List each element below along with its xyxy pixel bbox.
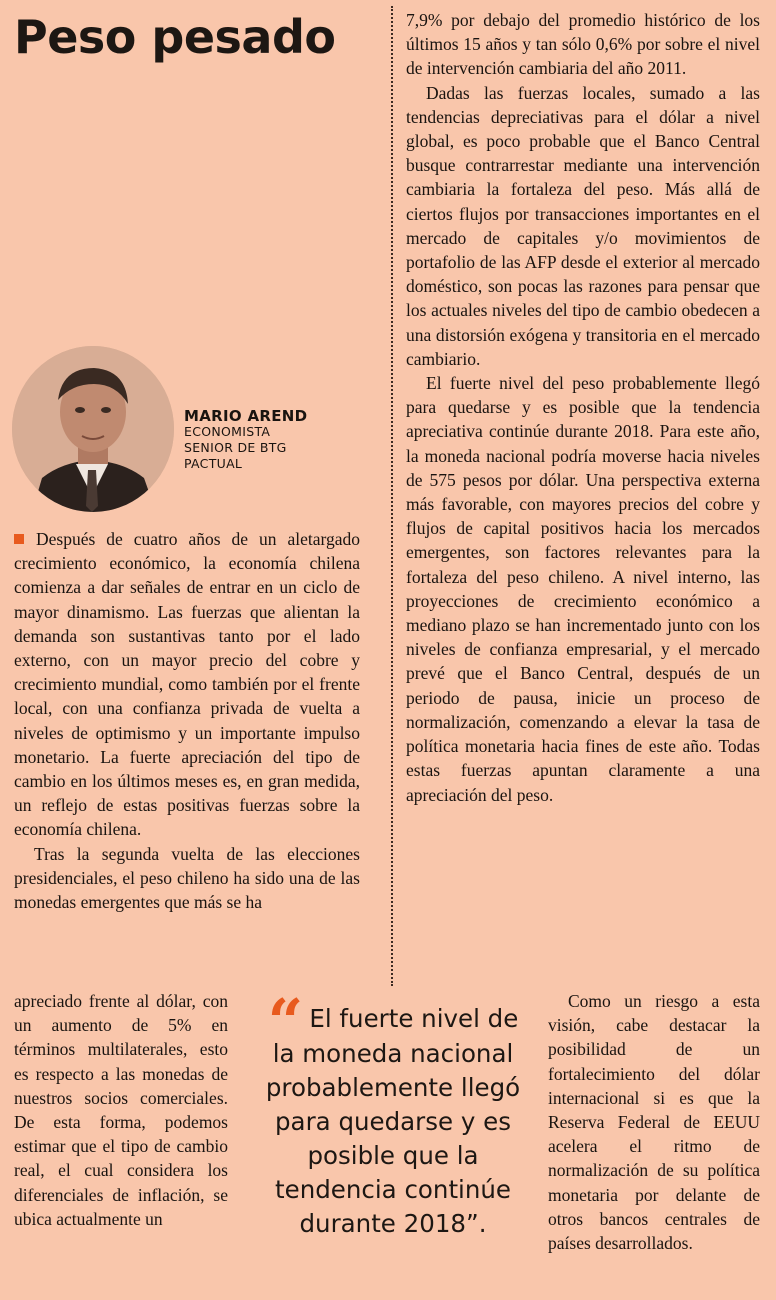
article-paragraph-2-start: Tras la segunda vuelta de las elecciones presidenciales, el peso chileno ha sido una de las monedas emergentes que más se ha [14, 843, 360, 913]
article-paragraph-2-cont: apreciado frente al dólar, con un aumento de 5% en términos multilaterales, esto es respecto a las monedas de nuestros socios comerciales. De esta forma, podemos estimar que el tipo de cambio real, el cual considera los diferenciales de inflación, se ubica actualmente un [14, 991, 228, 1229]
column-divider [391, 6, 393, 986]
article-paragraph-1: Después de cuatro años de un aletargado crecimiento económico, la economía chilena comienza a dar señales de entrar en un ciclo de mayor dinamismo. Las fuerzas que alientan la demanda son sustantivas tanto por el lado externo, con un mayor precio del cobre y crecimiento mundial, como también por el frente local, con una confianza privada de vuelta a niveles de optimismo y un importante impulso monetario. La fuerte apreciación del tipo de cambio en los últimos meses es, en gran medida, un reflejo de estas positivas fuerzas sobre la economía chilena. [14, 529, 360, 840]
quote-mark-icon: “ [267, 985, 304, 1058]
article-paragraph-3: Dadas las fuerzas locales, sumado a las tendencias depreciativas para el dólar a nivel global, es poco probable que el Banco Central busque contrarrestar mediante una intervención cambiaria la fortaleza del peso. Más allá de ciertos flujos por transacciones importantes en el mercado de capitales y/o movimientos de portafolio de las AFP desde el exterior al mercado doméstico, son pocas las razones para pensar que los actuales niveles del tipo de cambio obedecen a una distorsión exógena y transitoria en el mercado cambiario. [406, 82, 760, 369]
left-column-narrow [14, 989, 228, 1231]
author-byline [184, 408, 314, 472]
author-portrait-icon [12, 346, 174, 512]
pull-quote-text: El fuerte nivel de la moneda nacional probablemente llegó para quedarse y es posible que la tendencia continúe durante 2018”. [265, 1004, 521, 1238]
article-paragraph-2-end: 7,9% por debajo del promedio histórico de los últimos 15 años y tan sólo 0,6% por sobre el nivel de intervención cambiaria del año 2011. [406, 10, 760, 79]
author-name: MARIO AREND [184, 407, 308, 425]
left-column-body [14, 527, 360, 914]
article-title: Peso pesado [14, 10, 336, 64]
right-column-body [406, 8, 760, 807]
bullet-square-icon [14, 534, 24, 544]
article-paragraph-4: El fuerte nivel del peso probablemente llegó para quedarse y es posible que la tendencia apreciativa continúe durante 2018. Para este año, la moneda nacional podría moverse hacia niveles de 575 pesos por dólar. Una perspectiva externa más favorable, con mayores precios del cobre y flujos de capital positivos hacia los mercados emergentes, son factores relevantes para la fortaleza del peso chileno. A nivel interno, las proyecciones de crecimiento económico a mediano plazo se han incrementado junto con los niveles de confianza empresarial, y el mercado prevé que el Banco Central, después de un periodo de pausa, inicie un proceso de normalización, comenzando a elevar la tasa de política monetaria hacia fines de este año. Todas estas fuerzas apuntan claramente a una apreciación del peso. [406, 373, 760, 805]
article-paragraph-5: Como un riesgo a esta visión, cabe destacar la posibilidad de un fortalecimiento del dólar internacional si es que la Reserva Federal de EEUU acelera el ritmo de normalización de su política monetaria por delante de otros bancos centrales de países desarrollados. [548, 991, 760, 1254]
right-column-narrow [548, 989, 760, 1255]
author-role: ECONOMISTA SENIOR DE BTG PACTUAL [184, 424, 287, 471]
pull-quote [262, 985, 524, 1241]
